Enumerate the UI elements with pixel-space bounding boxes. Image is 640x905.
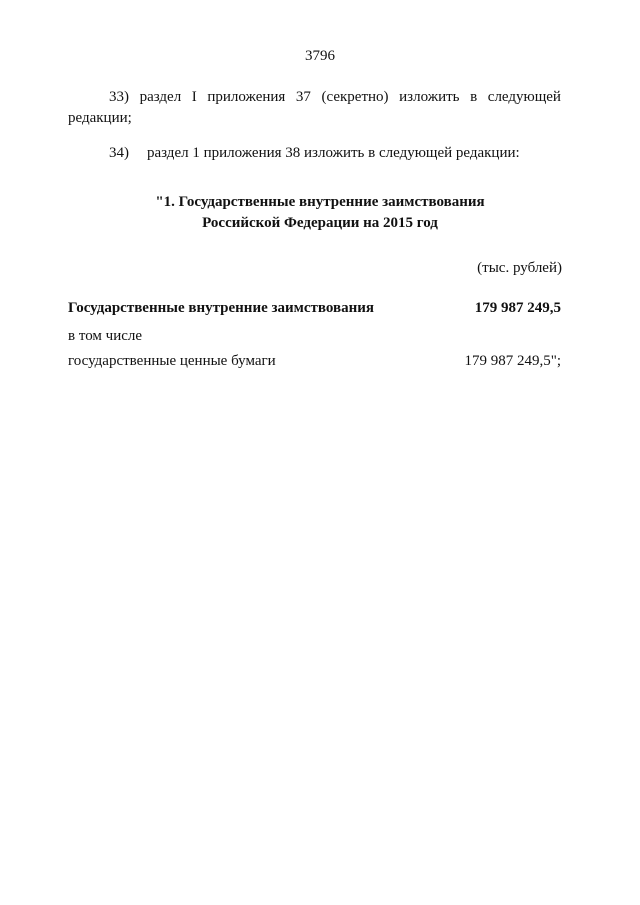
item-34-text: раздел 1 приложения 38 изложить в следующей редакции: <box>147 145 520 161</box>
paragraph-item-34 <box>68 143 561 164</box>
item-33-number: 33) <box>109 89 129 105</box>
table-row-including <box>68 328 561 345</box>
item-33-word: следующей <box>487 89 561 105</box>
page-number: 3796 <box>305 48 335 64</box>
item-33-word: раздел <box>139 89 182 105</box>
section-heading <box>0 192 640 234</box>
total-value: 179 987 249,5 <box>474 300 561 316</box>
item-33-continuation: редакции; <box>68 110 132 126</box>
units-label: (тыс. рублей) <box>477 260 562 276</box>
securities-label: государственные ценные бумаги <box>68 353 276 369</box>
item-34-number: 34) <box>109 145 129 161</box>
item-33-word: 37 <box>295 89 311 105</box>
total-label: Государственные внутренние заимствования <box>68 300 375 316</box>
including-label: в том числе <box>68 328 143 344</box>
securities-value: 179 987 249,5"; <box>464 353 561 369</box>
table-row-total <box>68 300 561 317</box>
item-33-word: I <box>191 89 197 105</box>
section-heading-line-1: "1. Государственные внутренние заимствования <box>155 194 485 210</box>
item-33-word: изложить <box>399 89 460 105</box>
item-33-word: в <box>470 89 478 105</box>
item-33-word: (секретно) <box>321 89 389 105</box>
item-33-word: приложения <box>207 89 286 105</box>
paragraph-item-33 <box>68 87 561 129</box>
item-34-line <box>68 143 561 164</box>
table-row-securities <box>68 353 561 370</box>
section-heading-line-2: Российской Федерации на 2015 год <box>202 215 438 231</box>
item-33-first-line <box>68 87 561 108</box>
